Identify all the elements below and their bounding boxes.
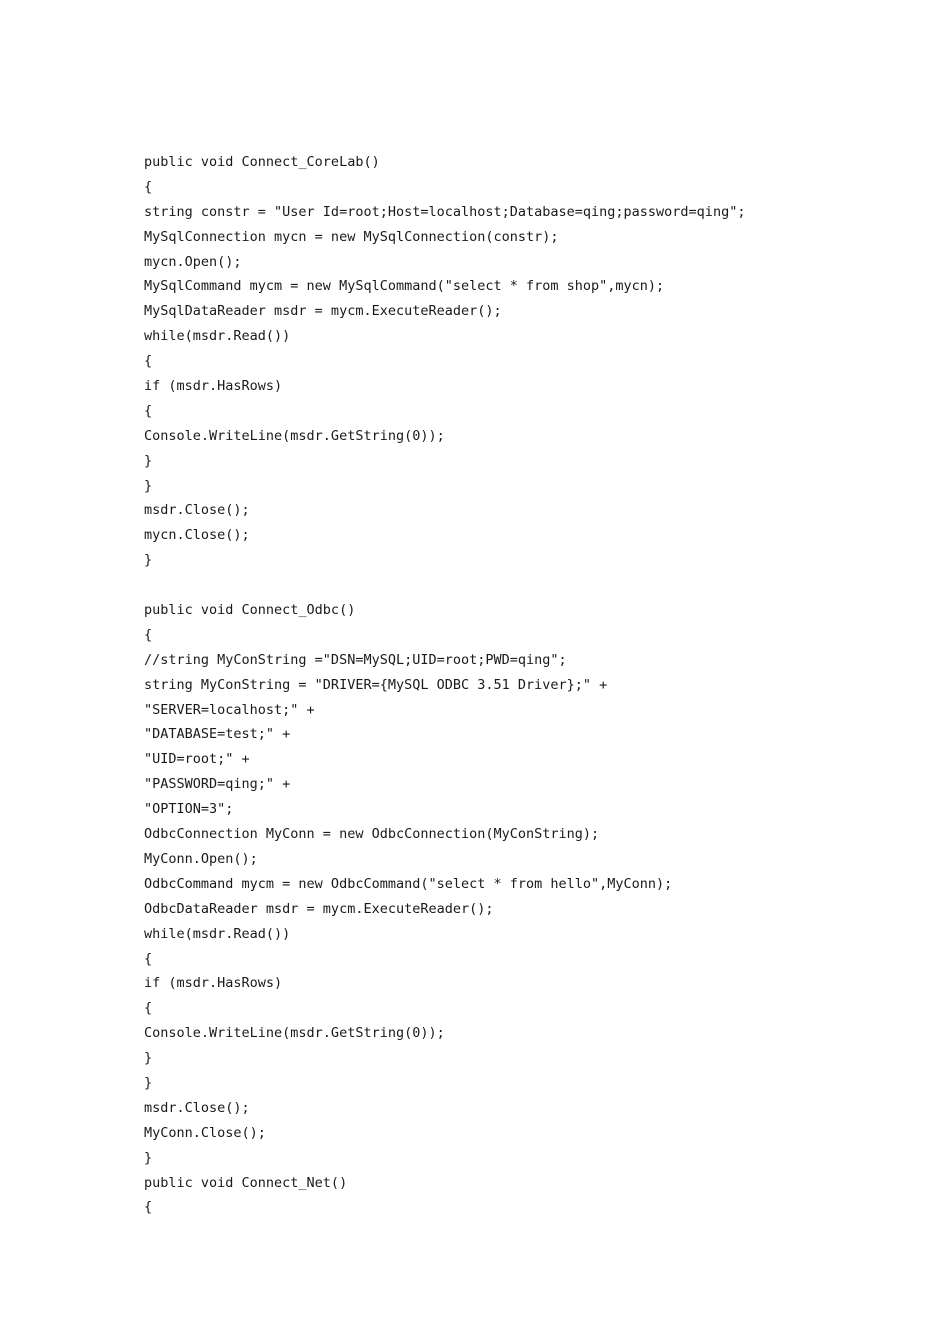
code-line: }: [144, 452, 153, 469]
code-line: MyConn.Close();: [144, 1124, 266, 1141]
code-line: OdbcDataReader msdr = mycm.ExecuteReader();: [144, 900, 494, 917]
code-line: string MyConString = "DRIVER={MySQL ODBC 3.51 Driver};" +: [144, 676, 608, 693]
code-line: MyConn.Open();: [144, 850, 258, 867]
code-line: public void Connect_CoreLab(): [144, 154, 380, 170]
code-line: }: [144, 477, 153, 494]
code-line: if (msdr.HasRows): [144, 975, 283, 992]
code-line: "UID=root;" +: [144, 751, 250, 768]
code-line: "PASSWORD=qing;" +: [144, 776, 291, 793]
code-line: "DATABASE=test;" +: [144, 726, 291, 743]
code-line: OdbcCommand mycm = new OdbcCommand("select * from hello",MyConn);: [144, 875, 673, 892]
code-line: msdr.Close();: [144, 1099, 250, 1116]
code-line: }: [144, 1149, 153, 1166]
code-line: }: [144, 1074, 153, 1091]
code-line: msdr.Close();: [144, 502, 250, 519]
code-line: while(msdr.Read()): [144, 328, 291, 345]
code-line: mycn.Open();: [144, 253, 242, 270]
code-line: Console.WriteLine(msdr.GetString(0));: [144, 1025, 445, 1042]
code-line: if (msdr.HasRows): [144, 378, 283, 395]
blank-line: [144, 573, 924, 598]
code-line: mycn.Close();: [144, 527, 250, 544]
code-line: while(msdr.Read()): [144, 925, 291, 942]
code-line: OdbcConnection MyConn = new OdbcConnection(MyConString);: [144, 826, 600, 843]
code-line: {: [144, 950, 153, 967]
code-line: }: [144, 1050, 153, 1067]
code-block: [144, 150, 924, 1220]
code-line: string constr = "User Id=root;Host=localhost;Database=qing;password=qing";: [144, 203, 746, 220]
code-line: "OPTION=3";: [144, 801, 234, 818]
code-line: {: [144, 402, 153, 419]
code-line: {: [144, 1199, 153, 1216]
code-line: public void Connect_Net(): [144, 1174, 348, 1191]
code-line: {: [144, 178, 153, 195]
code-line: MySqlDataReader msdr = mycm.ExecuteReader();: [144, 303, 502, 320]
code-line: "SERVER=localhost;" +: [144, 701, 315, 718]
code-line: //string MyConString ="DSN=MySQL;UID=root;PWD=qing";: [144, 651, 567, 668]
code-line: {: [144, 626, 153, 643]
code-line: }: [144, 552, 153, 569]
code-line: MySqlConnection mycn = new MySqlConnection(constr);: [144, 228, 559, 245]
code-line: MySqlCommand mycm = new MySqlCommand("select * from shop",mycn);: [144, 278, 665, 295]
code-line: public void Connect_Odbc(): [144, 602, 356, 619]
code-line: Console.WriteLine(msdr.GetString(0));: [144, 427, 445, 444]
code-line: {: [144, 1000, 153, 1017]
code-line: {: [144, 353, 153, 370]
